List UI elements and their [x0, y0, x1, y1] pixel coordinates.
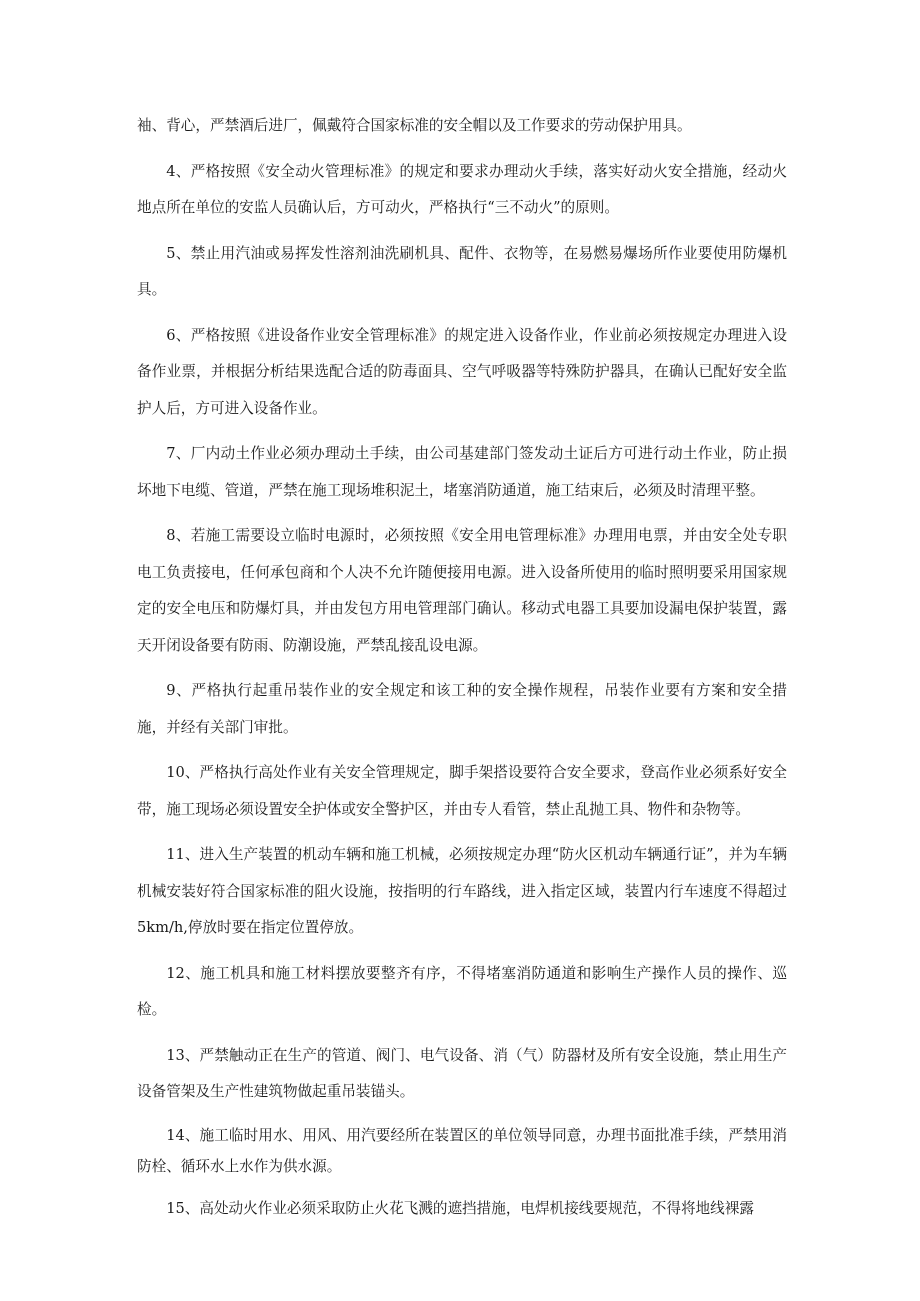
paragraph-item-15: 15、高处动火作业必须采取防止火花飞溅的遮挡措施，电焊机接线要规范，不得将地线裸露: [166, 1199, 754, 1217]
paragraph-item-4: 4、严格按照《安全动火管理标准》的规定和要求办理动火手续，落实好动火安全措施，经动火地点所在单位的安监人员确认后，方可动火，严格执行“三不动火”的原则。: [137, 162, 787, 216]
paragraph-item-12: 12、施工机具和施工材料摆放要整齐有序，不得堵塞消防通道和影响生产操作人员的操作、巡检。: [137, 964, 787, 1018]
paragraph-item-10: 10、严格执行高处作业有关安全管理规定，脚手架搭设要符合安全要求，登高作业必须系好安全带，施工现场必须设置安全护体或安全警护区，并由专人看管，禁止乱抛工具、物件和杂物等。: [137, 764, 787, 818]
paragraph-item-11: 11、进入生产装置的机动车辆和施工机械，必须按规定办理“防火区机动车辆通行证”，并为车辆机械安装好符合国家标准的阻火设施，按指明的行车路线，进入指定区域，装置内行车速度不得超过5km/h,停放时要在指定位置停放。: [137, 846, 787, 936]
document-body: [137, 108, 787, 1227]
paragraph-item-6: 6、严格按照《进设备作业安全管理标准》的规定进入设备作业，作业前必须按规定办理进入设备作业票，并根据分析结果选配合适的防毒面具、空气呼吸器等特殊防护器具，在确认已配好安全监护人后，方可进入设备作业。: [137, 326, 787, 417]
paragraph-item-9: 9、严格执行起重吊装作业的安全规定和该工种的安全操作规程，吊装作业要有方案和安全措施，并经有关部门审批。: [137, 682, 787, 736]
paragraph-item-8: 8、若施工需要设立临时电源时，必须按照《安全用电管理标准》办理用电票，并由安全处专职电工负责接电，任何承包商和个人决不允许随便接用电源。进入设备所使用的临时照明要采用国家规定的安全电压和防爆灯具，并由发包方用电管理部门确认。移动式电器工具要加设漏电保护装置，露天开闭设备要有防雨、防潮设施，严禁乱接乱设电源。: [137, 527, 787, 654]
paragraph-item-5: 5、禁止用汽油或易挥发性溶剂油洗刷机具、配件、衣物等，在易燃易爆场所作业要使用防爆机具。: [137, 244, 787, 298]
paragraph-item-7: 7、厂内动土作业必须办理动土手续，由公司基建部门签发动土证后方可进行动土作业，防止损坏地下电缆、管道，严禁在施工现场堆积泥土，堵塞消防通道，施工结束后，必须及时清理平整。: [137, 445, 787, 499]
paragraph-item-14: 14、施工临时用水、用风、用汽要经所在装置区的单位领导同意，办理书面批准手续，严禁用消防栓、循环水上水作为供水源。: [137, 1126, 787, 1175]
paragraph-continuation: 袖、背心，严禁酒后进厂，佩戴符合国家标准的安全帽以及工作要求的劳动保护用具。: [137, 117, 692, 134]
paragraph-item-13: 13、严禁触动正在生产的管道、阀门、电气设备、消（气）防器材及所有安全设施，禁止用生产设备管架及生产性建筑物做起重吊装锚头。: [137, 1046, 787, 1100]
